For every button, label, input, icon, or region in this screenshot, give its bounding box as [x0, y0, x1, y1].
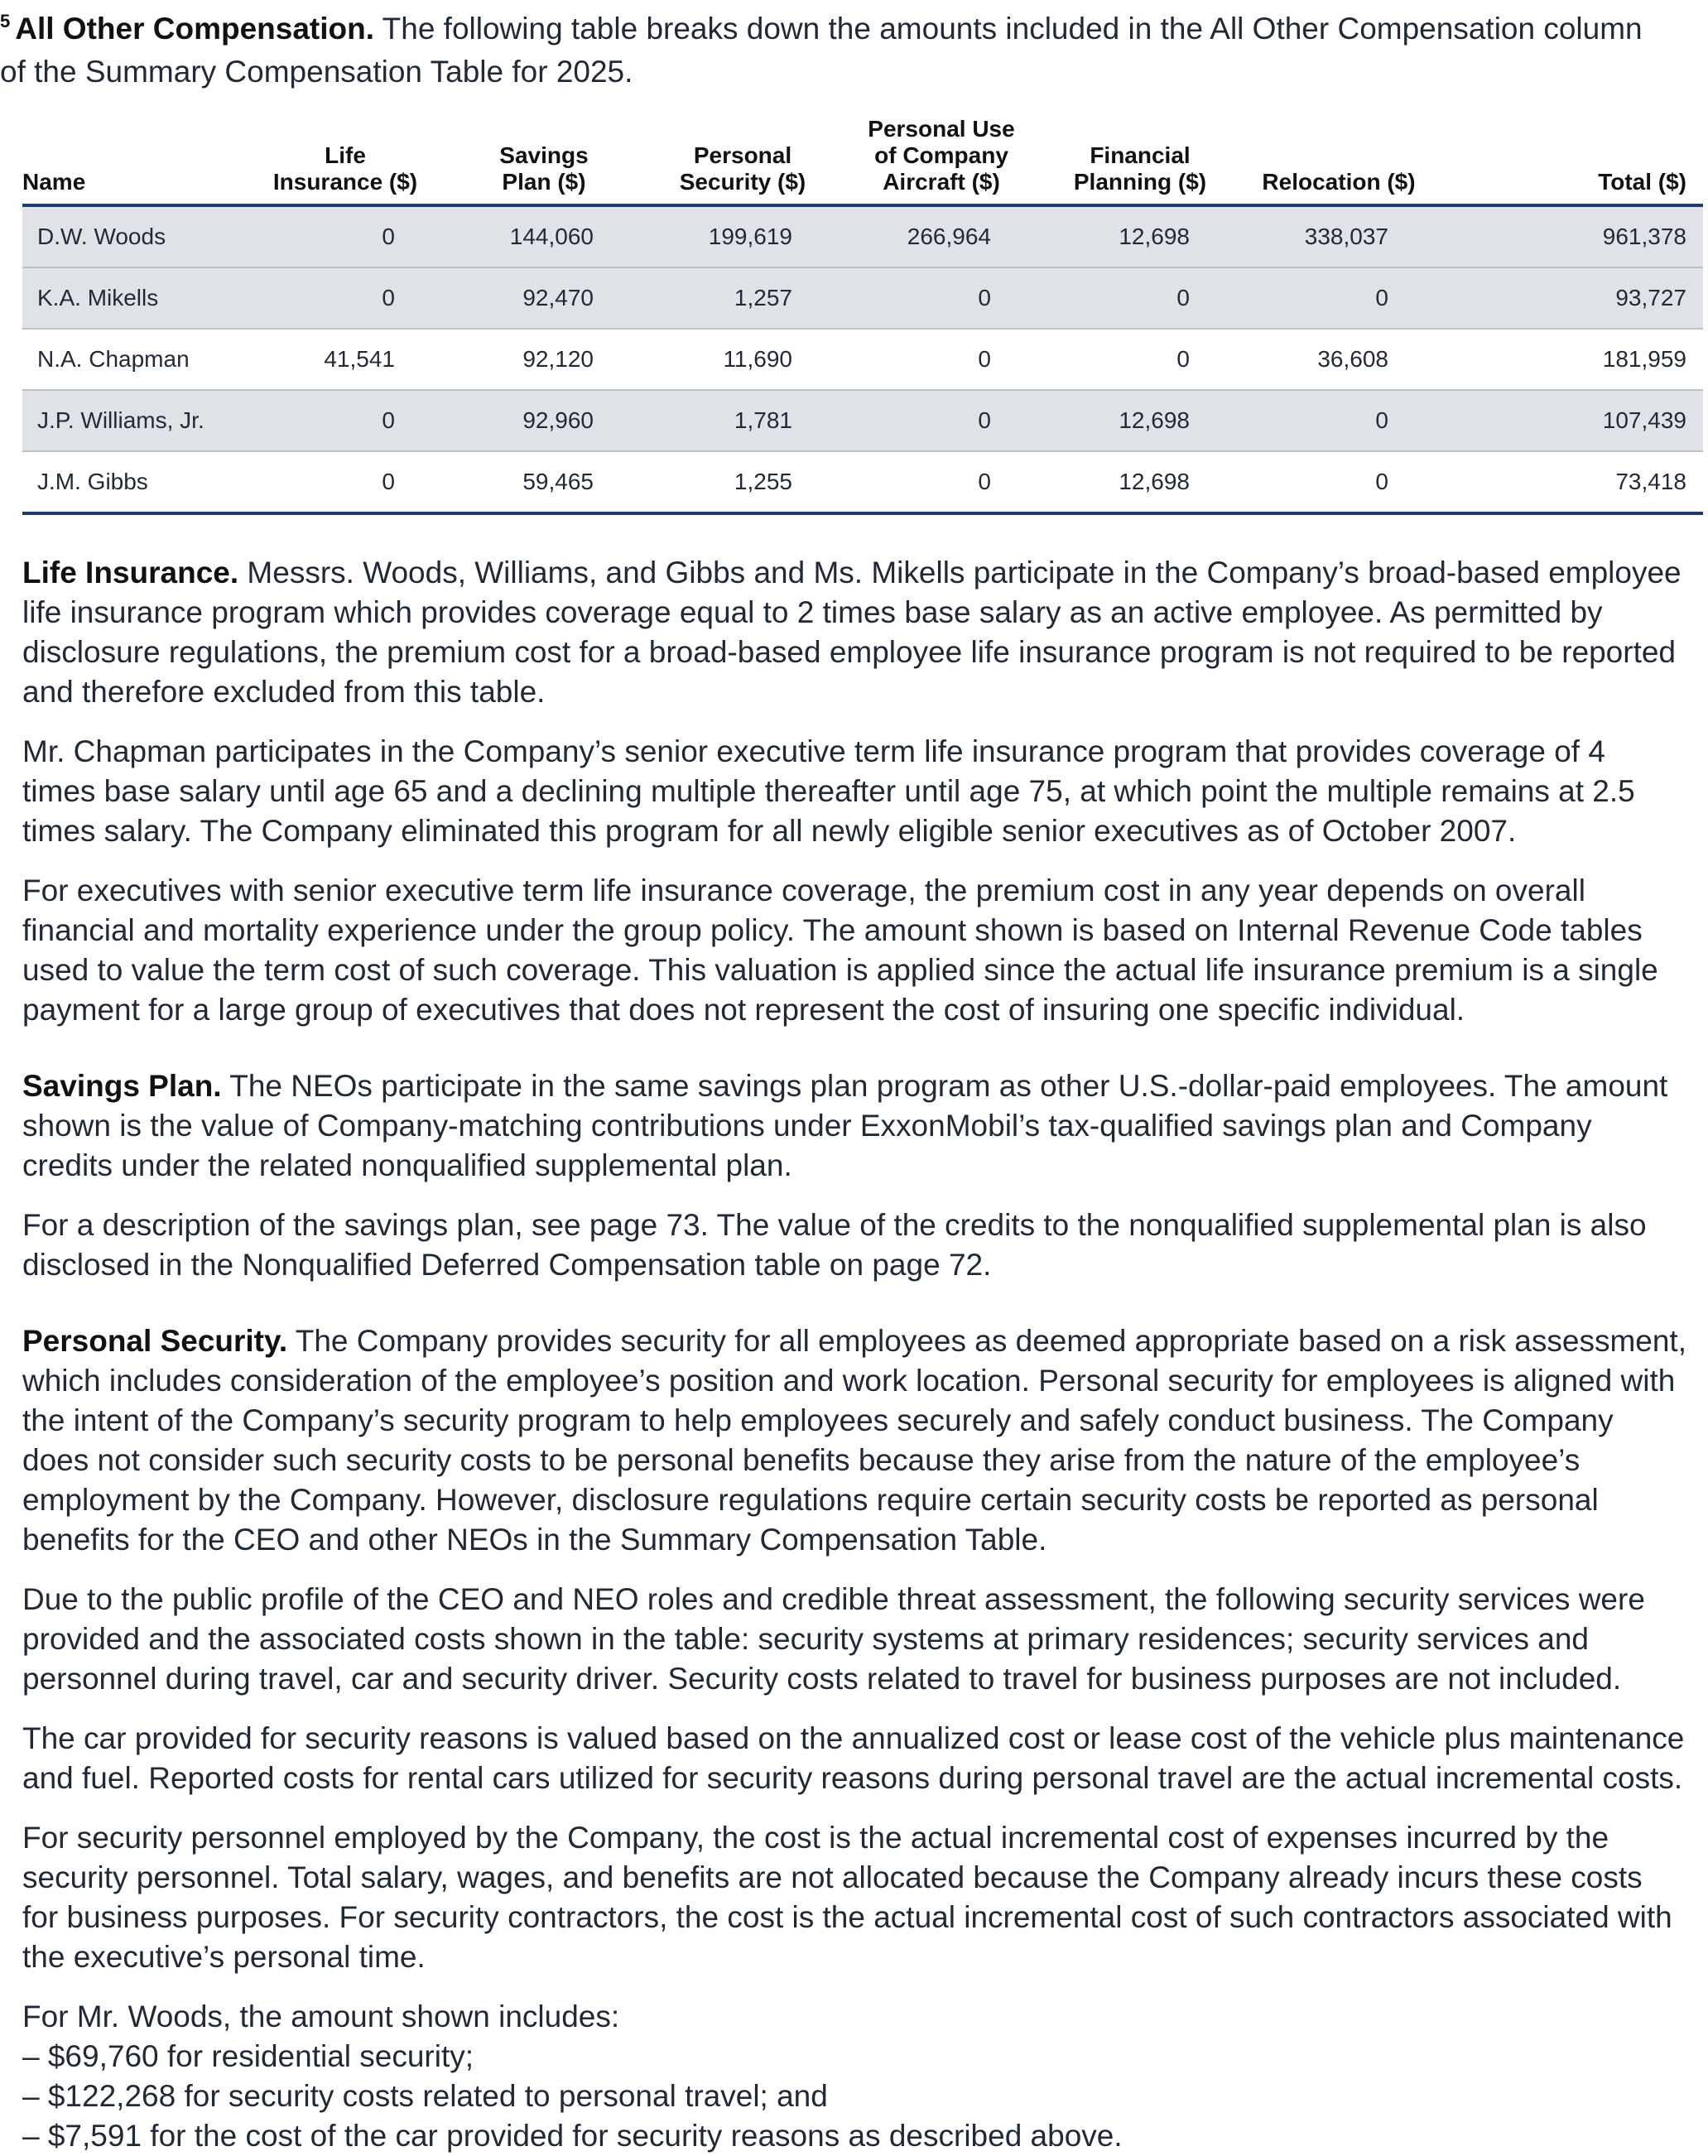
personal-security-paragraph: Personal Security. The Company provides security for all employees as deemed appropriate based on a risk assessment, which includes consideration of the employee’s position and work location. Personal security for employees is aligned with the intent of the Company’s security program to help employees securely and safely conduct business. The Company does not consider such security costs to be personal benefits because they arise from the nature of the employee’s employment by the Company. However, disclosure regulations require certain security costs be reported as personal benefits for the CEO and other NEOs in the Summary Compensation Table. — [22, 1324, 1686, 1557]
cell-savings: 92,960 — [445, 390, 643, 451]
cell-total: 93,727 — [1438, 267, 1703, 329]
cell-security: 1,781 — [643, 390, 842, 451]
cell-life: 0 — [246, 267, 445, 329]
cell-relocation: 36,608 — [1239, 329, 1438, 390]
narrative — [22, 553, 1686, 2156]
cell-aircraft: 0 — [842, 451, 1041, 513]
cell-total: 181,959 — [1438, 329, 1703, 390]
header-financial-planning: Financial Planning ($) — [1041, 116, 1239, 205]
header-personal-security: Personal Security ($) — [643, 116, 842, 205]
cell-savings: 92,470 — [445, 267, 643, 329]
header-relocation: Relocation ($) — [1239, 116, 1438, 205]
footnote-mark: 5 — [0, 11, 11, 31]
paragraph: The car provided for security reasons is valued based on the annualized cost or lease cost of the vehicle plus maintenance and fuel. Reported costs for rental cars utilized for security reasons during personal travel are the actual incremental costs. — [22, 1721, 1685, 1795]
personal-security-heading: Personal Security. — [22, 1324, 288, 1358]
cell-name: J.P. Williams, Jr. — [22, 390, 246, 451]
table-row — [22, 329, 1703, 390]
cell-total: 107,439 — [1438, 390, 1703, 451]
cell-life: 0 — [246, 205, 445, 267]
paragraph: For a description of the savings plan, see page 73. The value of the credits to the nonqualified supplemental plan is also disclosed in the Nonqualified Deferred Compensation table on page 72. — [22, 1208, 1647, 1282]
paragraph: For security personnel employed by the Company, the cost is the actual incremental cost of expenses incurred by the security personnel. Total salary, wages, and benefits are not allocated because the Company already incurs these costs for business purposes. For security contractors, the cost is the actual incremental cost of such contractors associated with the executive’s personal time. — [22, 1821, 1672, 1974]
header-savings-plan: Savings Plan ($) — [445, 116, 643, 205]
intro-text: The following table breaks down the amounts included in the All Other Compensation column of the Summary Compensation Table for 2025. — [0, 12, 1643, 89]
table-row — [22, 205, 1703, 267]
cell-relocation: 0 — [1239, 267, 1438, 329]
cell-savings: 59,465 — [445, 451, 643, 513]
cell-aircraft: 266,964 — [842, 205, 1041, 267]
list-item: – $122,268 for security costs related to personal travel; and — [22, 2079, 828, 2113]
cell-name: J.M. Gibbs — [22, 451, 246, 513]
cell-relocation: 0 — [1239, 451, 1438, 513]
table-row — [22, 390, 1703, 451]
cell-financial: 12,698 — [1041, 390, 1239, 451]
header-aircraft: Personal Use of Company Aircraft ($) — [842, 116, 1041, 205]
cell-financial: 12,698 — [1041, 205, 1239, 267]
paragraph: For executives with senior executive term life insurance coverage, the premium cost in any year depends on overall financial and mortality experience under the group policy. The amount shown is based on Internal Revenue Code tables used to value the term cost of such coverage. This valuation is applied since the actual life insurance premium is a single payment for a large group of executives that does not represent the cost of insuring one specific individual. — [22, 873, 1658, 1027]
intro-title: All Other Compensation. — [15, 12, 375, 46]
table-header-row — [22, 116, 1703, 205]
cell-security: 199,619 — [643, 205, 842, 267]
security-cost-list — [22, 2037, 1686, 2156]
cell-aircraft: 0 — [842, 329, 1041, 390]
list-item: – $7,591 for the cost of the car provided for security reasons as described above. — [22, 2119, 1123, 2153]
table-row — [22, 451, 1703, 513]
cell-total: 961,378 — [1438, 205, 1703, 267]
cell-life: 41,541 — [246, 329, 445, 390]
cell-financial: 12,698 — [1041, 451, 1239, 513]
header-life-insurance: Life Insurance ($) — [246, 116, 445, 205]
paragraph: Due to the public profile of the CEO and NEO roles and credible threat assessment, the following security services were provided and the associated costs shown in the table: security systems at primary residences; security services and personnel during travel, car and security driver. Security costs related to travel for business purposes are not included. — [22, 1582, 1645, 1696]
cell-security: 1,257 — [643, 267, 842, 329]
paragraph: For Mr. Woods, the amount shown includes: — [22, 2000, 620, 2033]
cell-aircraft: 0 — [842, 267, 1041, 329]
cell-aircraft: 0 — [842, 390, 1041, 451]
intro-paragraph — [0, 0, 1672, 94]
list-item: – $69,760 for residential security; — [22, 2039, 474, 2073]
cell-life: 0 — [246, 451, 445, 513]
cell-relocation: 338,037 — [1239, 205, 1438, 267]
cell-financial: 0 — [1041, 329, 1239, 390]
cell-name: D.W. Woods — [22, 205, 246, 267]
cell-relocation: 0 — [1239, 390, 1438, 451]
all-other-compensation-table — [22, 116, 1703, 515]
cell-financial: 0 — [1041, 267, 1239, 329]
cell-savings: 92,120 — [445, 329, 643, 390]
paragraph: Mr. Chapman participates in the Company’s senior executive term life insurance program that provides coverage of 4 times base salary until age 65 and a declining multiple thereafter until age 75, at which point the multiple remains at 2.5 times salary. The Company eliminated this program for all newly eligible senior executives as of October 2007. — [22, 734, 1635, 848]
cell-total: 73,418 — [1438, 451, 1703, 513]
cell-security: 1,255 — [643, 451, 842, 513]
life-insurance-heading: Life Insurance. — [22, 556, 239, 590]
cell-savings: 144,060 — [445, 205, 643, 267]
cell-life: 0 — [246, 390, 445, 451]
savings-plan-paragraph: Savings Plan. The NEOs participate in the same savings plan program as other U.S.-dollar-paid employees. The amount shown is the value of Company-matching contributions under ExxonMobil’s tax-qualified savings plan and Company credits under the related nonqualified supplemental plan. — [22, 1069, 1668, 1182]
life-insurance-paragraph: Life Insurance. Messrs. Woods, Williams, and Gibbs and Ms. Mikells participate in the Company’s broad-based employee life insurance program which provides coverage equal to 2 times base salary as an active employee. As permitted by disclosure regulations, the premium cost for a broad-based employee life insurance program is not required to be reported and therefore excluded from this table. — [22, 556, 1682, 709]
savings-plan-heading: Savings Plan. — [22, 1069, 222, 1103]
cell-name: N.A. Chapman — [22, 329, 246, 390]
table-row — [22, 267, 1703, 329]
cell-security: 11,690 — [643, 329, 842, 390]
header-name: Name — [22, 116, 246, 205]
cell-name: K.A. Mikells — [22, 267, 246, 329]
header-total: Total ($) — [1438, 116, 1703, 205]
